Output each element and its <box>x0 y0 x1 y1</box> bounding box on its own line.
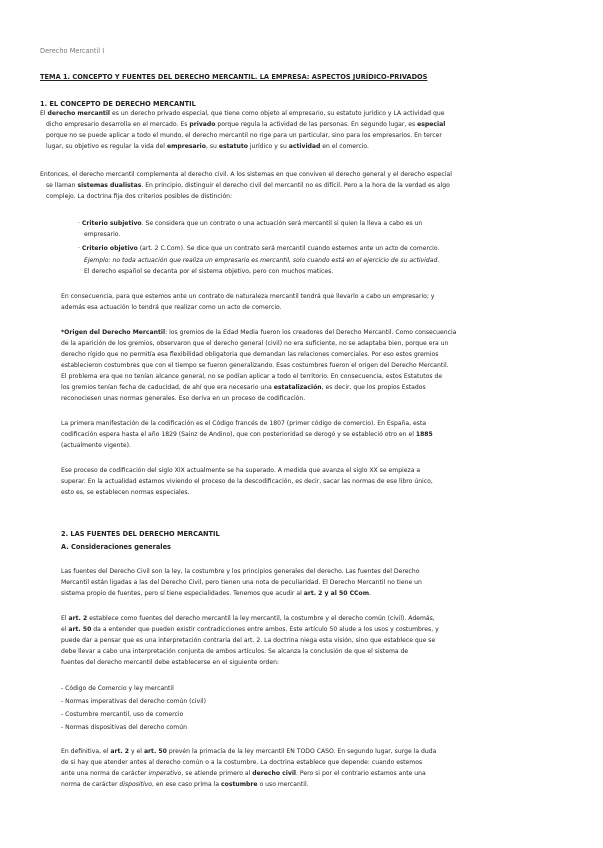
example-line: Ejemplo: no toda actuación que realiza un empresario es mercantil, solo cuando está en el ejercicio de su actividad. <box>84 257 440 264</box>
text-line: sistema propio de fuentes, pero sí tiene especialidades. Tenemos que acudir al art. 2 y al 50 CCom. <box>61 590 371 597</box>
text-line: norma de carácter dispositivo, en ese caso prima la costumbre o uso mercantil. <box>61 781 309 788</box>
text-line: lugar, su objetivo es regular la vida del empresario, su estatuto jurídico y su actividad en el comercio. <box>46 143 369 150</box>
text-line: establecieron costumbres que con el tiempo se fueron generalizando. Esas costumbres fueron el origen del Derecho Mercantil. <box>61 362 449 369</box>
text-line: Ese proceso de codificación del siglo XIX actualmente se ha superado. A medida que avanza el siglo XX se empieza a <box>61 467 421 474</box>
text-line: además esa actuación lo tendrá que realizar como un acto de comercio. <box>61 304 282 311</box>
text-line: porque no se puede aplicar a todo el mundo, el derecho mercantil no rige para un particular, sino para los empresarios. En tercer <box>46 132 442 139</box>
text-line: el art. 50 da a entender que pueden existir contradicciones entre ambos. Este artículo 50 alude a los usos y costumbres, y <box>61 626 439 633</box>
text-line: puede dar a pensar que es una interpretación contraria del art. 2. La doctrina niega esta visión, sino que establece que se <box>61 637 436 644</box>
text-line: derecho rígido que no permitía esa flexibilidad obligatoria que demandan las relaciones comerciales. Por eso estos gremios <box>61 351 439 358</box>
text-line: Entonces, el derecho mercantil complementa al derecho civil. A los sistemas en que conviven el derecho general y el derecho especial <box>40 171 452 178</box>
text-line: El derecho español se decanta por el sistema objetivo, pero con muchos matices. <box>84 268 334 275</box>
text-line: En consecuencia, para que estemos ante un contrato de naturaleza mercantil tendrá que llevarlo a cabo un empresario; y <box>61 293 435 300</box>
text-line: empresario. <box>84 231 121 238</box>
text-line: Las fuentes del Derecho Civil son la ley, la costumbre y los principios generales del derecho. Las fuentes del Derecho <box>61 568 420 575</box>
document-title: TEMA 1. CONCEPTO Y FUENTES DEL DERECHO MERCANTIL. LA EMPRESA: ASPECTOS JURÍDICO-PRIVADOS <box>40 73 428 81</box>
list-item: - Normas dispositivas del derecho común <box>61 724 187 731</box>
section2-subheading: A. Consideraciones generales <box>61 543 171 551</box>
text-line: En definitiva, el art. 2 y el art. 50 prevén la primacía de la ley mercantil EN TODO CASO. En segundo lugar, surge la duda <box>61 748 437 755</box>
running-header: Derecho Mercantil I <box>40 47 105 55</box>
text-line: reconociesen unas normas generales. Eso deriva en un proceso de codificación. <box>61 395 306 402</box>
text-line: codificación espera hasta el año 1829 (Sainz de Andino), que con posterioridad se derogó y se estableció otro en el 1885 <box>61 431 433 438</box>
text-line: El problema era que no tenían alcance general, no se podían aplicar a todo el territorio. En consecuencia, estos Estatutos de <box>61 373 443 380</box>
text-line: Mercantil están ligadas a las del Derecho Civil, pero tienen una nota de peculiaridad. El Derecho Mercantil no tiene un <box>61 579 422 586</box>
section2-heading: 2. LAS FUENTES DEL DERECHO MERCANTIL <box>61 530 220 538</box>
text-line: El derecho mercantil es un derecho privado especial, que tiene como objeto al empresario, su estatuto jurídico y LA actividad que <box>40 110 445 117</box>
text-line: esto es, se establecen normas especiales. <box>61 489 190 496</box>
text-line: de si hay que atender antes al derecho común o a la costumbre. La doctrina establece que depende: cuando estemos <box>61 759 423 766</box>
text-line: debe llevar a cabo una interpretación conjunta de ambos artículos. Se alcanza la conclusión de que el sistema de <box>61 648 409 655</box>
text-line: ante una norma de carácter imperativo, se atiende primero al derecho civil. Pero si por el contrario estamos ante una <box>61 770 426 777</box>
list-item: - Costumbre mercantil, uso de comercio <box>61 711 184 718</box>
text-line: dicho empresario desarrolla en el mercado. Es privado porque regula la actividad de las personas. En segundo lugar, es especial <box>46 121 446 128</box>
criteria-item-subjective: · Criterio subjetivo. Se considera que un contrato o una actuación será mercantil si quien la lleva a cabo es un <box>78 220 423 227</box>
criteria-item-objective: · Criterio objetivo (art. 2 C.Com). Se dice que un contrato será mercantil cuando estemos ante un acto de comercio. <box>78 245 440 252</box>
text-line: los gremios tenían fecha de caducidad, de ahí que era necesario una estatalización, es decir, que los propios Estados <box>61 384 426 391</box>
text-line: superar. En la actualidad estamos viviendo el proceso de la descodificación, es decir, sacar las normas de ese libro único, <box>61 478 433 485</box>
text-line: (actualmente vigente). <box>61 442 131 449</box>
text-line: El art. 2 establece como fuentes del derecho mercantil la ley mercantil, la costumbre y el derecho común (civil). Además, <box>61 615 435 622</box>
text-line: *Origen del Derecho Mercantil: los gremios de la Edad Media fueron los creadores del Derecho Mercantil. Como consecuencia <box>61 329 457 336</box>
text-line: de la aparición de los gremios, observaron que el derecho general (civil) no era suficiente, no se adaptaba bien, porque era un <box>61 340 449 347</box>
list-item: - Normas imperativas del derecho común (civil) <box>61 698 206 705</box>
list-item: - Código de Comercio y ley mercantil <box>61 685 174 692</box>
text-line: La primera manifestación de la codificación es el Código francés de 1807 (primer código de comercio). En España, esta <box>61 420 427 427</box>
text-line: complejo. La doctrina fija dos criterios posibles de distinción: <box>46 193 233 200</box>
text-line: fuentes del derecho mercantil debe establecerse en el siguiente orden: <box>61 659 280 666</box>
text-line: se llaman sistemas dualistas. En principio, distinguir el derecho civil del mercantil no es difícil. Pero a la hora de la verdad es algo <box>46 182 450 189</box>
section1-heading: 1. EL CONCEPTO DE DERECHO MERCANTIL <box>40 100 196 108</box>
